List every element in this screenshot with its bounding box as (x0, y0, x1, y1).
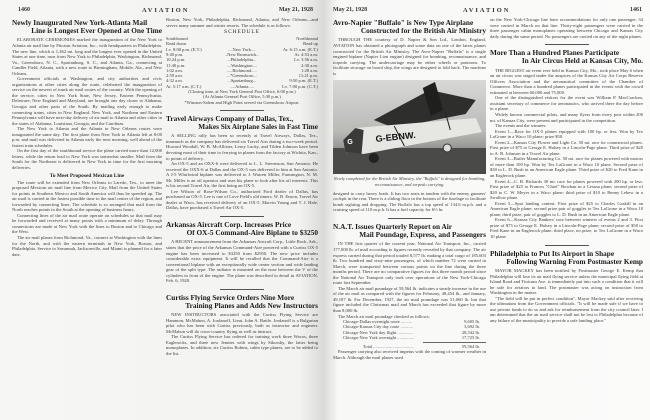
schedule-cell: 11:40 p.m. (166, 62, 186, 68)
article-paragraph: An OX-5 and an OXX-6 were delivered to L. L. Stevenson, San Antonio. He received the OXX-6 at Dallas and the OX-5 was delivered to him at San Antonio. A J-5 Whirlwind biplane was delivered to J. Warren Miller, Farmington, N. M. Mr. Miller is an oil operator and uses his plane to look after his oil interests. This is his second Travel Air, the first being an OX-5. (166, 161, 318, 189)
aircraft-registration: G-EBNW. (374, 130, 417, 145)
article-paragraph: IN THE first quarter of the current year, National Air Transport, Inc., carried 177,000 lb. of mail according to figures recently revealed by that company. The air express carried during that period totaled 8,577 lb. making a total cargo of 185,603 lb. Two hundred and sixty-nine passengers, of which number 72 were carried in March, were transported between various points on the line during the three months period. There are no comparative figures for this three month period since the National Air Transport only took over operations of the New York-Chicago route last September. (333, 241, 486, 286)
schedule-note: (Closing time, at New York General Post Office, 6:00 p.m.) (188, 89, 296, 95)
article-paragraph: THE BIGGEST air event ever held in Kansas City, Mo., took place May 6 when an air circus was staged under the auspices of the Kansas City Air Corps Reserve Officers Association and the aeronautical committee of the Chamber of Commerce. More than a hundred planes participated in the events with the crowd estimated at between 60,000 and 75,000. (490, 67, 643, 95)
schedule-note: *Winston-Salem and High Point served via Greensboro Airport. (184, 99, 300, 105)
schedule-cell: ...*Greensboro... (226, 73, 257, 79)
schedule-cell: Read down (166, 41, 187, 47)
photo-caption: Newly completed for the British Air Ministry, the "Buffalo" is designed for bombing, reconnaissance, and torpedo carrying. (333, 176, 486, 187)
poundage-row (333, 335, 486, 340)
schedule-cell: .....Richmond..... (226, 67, 257, 73)
schedule-cell: Northbound (296, 36, 318, 42)
article-paragraph: Event 3—Butler Manufacturing Co. 50 mi. race for planes powered with motors of more than 100 hp. Won by Tex LaGrone in a Waco 10 plane. Second prize of $30 to L. D. Bush in an American Eagle plane. Third prize of $20 to Fred Kane in an Eaglerock plane. (490, 156, 643, 178)
schedule-cell: Lv. 7:00 p.m. (C.T.) (282, 83, 318, 89)
article-paragraph: The air mail planes from Richmond, Va., connect at Washington with the lines for the North, and with the eastern terminals in New York, Boston, and Philadelphia. Service to Savannah, Jacksonville, and Miami is planned for a later date. (12, 235, 162, 257)
photo-marking: G (347, 139, 353, 147)
schedule-cell: 9:50 p.m. (E.T.) (289, 78, 318, 84)
schedule-cell: Southbound (166, 36, 188, 42)
article-paragraph: Boston, New York, Philadelphia, Richmond, Atlanta, and New Orleans—and serves many summer and winter resorts. The schedule is as follows: (166, 17, 318, 28)
article-paragraph: A RECENT announcement from the Arkansas Aircraft Corp., Little Rock, Ark., states that the price of the Arkansas Command-Aire powered with a Curtiss OX-5 engine has been increased to $3250 from $2950. The new price includes considerable extra equipment. It will be recalled that the Command-Aire is a conventional biplane with an exceptionally wide center section and wide landing gear of the split type. The radiator is mounted on the nose between the V of the cylinders in front of the engine. The plane was described in detail in AVIATION, Feb. 6, 1928. (166, 239, 318, 284)
schedule-cell: ....New York.... (228, 46, 256, 52)
article-paragraph: On the first day of the southbound service the plane carried more than 12,000 letters, while the return load to New York was somewhat smaller. Mail from the South for the Northeast is delivered in New York in time for the first morning deliveries. (12, 148, 162, 170)
article-headline (166, 115, 318, 131)
article-paragraph: Connecting lines of the air mail route operate on schedules so that mail may be forwarded and received at many points with a minimum of delay. Through connections are made at New York with the lines to Boston and to Chicago and the West. (12, 212, 162, 235)
article-paragraph: The New York to Atlanta and the Atlanta to New Orleans routes were inaugurated the same day. The first plane from New York to Atlanta left at 8:00 p.m. and mail was delivered in Atlanta early the next morning, well ahead of the fastest train schedules. (12, 126, 162, 148)
roundel (443, 144, 451, 152)
article-divider (545, 245, 589, 246)
headline-line: N.A.T. Issues Quarterly Report on Air (333, 222, 453, 232)
article-paragraph: MAYOR MACKEY has been notified by Postmaster George E. Kemp that Philadelphia will lose its air mail flying service unless the municipal flying field at Island Road and Tinicum Ave. is immediately put into such a condition that it will be safe for aviators to land. The postmaster was acting on instruction from Washington in the matter. (490, 267, 643, 296)
article-paragraph: Lee Wilson of Rose-Wilson Co., authorized Ford dealer of Dallas, has purchased an OX-5. Lee is one of Love Field's old timers. W. B. Enson, Travel Air dealer at Waco, has received delivery of an OX-5. Marvin Young and T. J. Hale, Dallas, have purchased a Travel Air OX-5. (166, 188, 318, 211)
article-paragraph: The March air mail poundage of 59,564 lb. indicates a steady increase in the use of the air mail as compared with the figures for February, 48,454 lb., and January, 49,187 lb. For December, 1927, the air mail poundage was 51,060 lb. but that figure included the Christmas mail and March has exceeded that figure by more than 8,000 lb. (333, 285, 486, 313)
running-head-date: May 21, 1928 (333, 7, 368, 13)
schedule-cell: 2:30 a.m. (301, 62, 318, 68)
schedule-cell: ....Washington.... (226, 62, 257, 68)
page-number: 1461 (630, 7, 642, 13)
article-paragraph: The route will be extended from New Orleans to Laredo, Tex., to meet the proposed Mexican air mail line from Mexico City. Mail from the United States for points in Southern Mexico and South America will thus be speeded up. The air mail is carried in the fastest possible time to the mail center of the region, and forwarded by connecting lines. The schedule is so arranged that mail from the North reaches points in the South at the opening of business hours. (12, 179, 162, 213)
schedule-cell: 10:24 p.m. (166, 57, 186, 63)
article-paragraph: Event 2—Kansas City Flower and Light Co. 50 mi. race for commercial planes. First prize of $75 to George E. Halsey in a Lincoln-Page plane. Third prize of $20 to A. B. Johnson in a Travel Air plane. (490, 139, 643, 156)
article-paragraph: ELABORATE CEREMONIES marked the inauguration of the New York to Atlanta air mail line by Pitcairn Aviation, Inc., with headquarters in Philadelphia. The new line, which is 1,262 mi. long and the longest ever opened in the United States at one time, runs from New York to Philadelphia, Washington, Richmond, Va., Greensboro, N. C., Spartanburg, S. C., and Atlanta, Ga., connecting at Candler Field, Atlanta, with a new route to Birmingham, Mobile, Ala., and New Orleans. (12, 37, 162, 76)
headline-line: Curtiss Flying Service Orders Nine More (166, 292, 295, 302)
schedule-cell: 2:59 a.m. (166, 73, 183, 79)
article-paragraph: Passenger carrying also received impetus with the coming of warmer weather in March. Although the mail planes used (333, 349, 486, 360)
poundage-table (333, 319, 486, 349)
right-page (325, 0, 650, 420)
schedule-cell: Ar. 5:17 a.m. (C.T.) (166, 83, 202, 89)
route-poundage: 17,725 lb. (461, 335, 480, 341)
headline-line: Line is Longest Ever Opened at One Time (31, 26, 162, 36)
total-value: 59,564 lb. (461, 343, 480, 349)
route-poundage: 3,692 lb. (464, 324, 480, 330)
article-paragraph: A SELLING rally has been so recently at Travel Airways, Dallas, Tex., inasmuch as the company has delivered six Travel Airs during a two-week period. Howard Woodall, W. B. McAllister, Leroy Lucky, and Tilden Johnson have been devoting most of their time to ferrying in planes from the factory at Wichita, Kan., to points of delivery. (166, 133, 318, 161)
article-paragraph: "The field will be put in perfect condition", Mayor Mackey said after receiving the ultimatum from the Government officials. "It will be made safe if we have to use private funds to do so and ask for reimbursement from the city council later. I am determined that the air mail service shall not be lost to Philadelphia because of any failure of the municipality to provide a safe landing place." (490, 295, 643, 323)
article-paragraph: One of the distinguished visitors for the event was William P. MacCracken, assistant secretary of commerce for aeronautics, who arrived there the day before in a plane. (490, 95, 643, 112)
schedule-table (166, 36, 318, 89)
headline-line: Training Planes and Adds New Instructors (185, 301, 318, 310)
running-head-title: AVIATION (142, 7, 190, 14)
headline-line: Arkansas Aircraft Corp. Increases Price (166, 220, 292, 230)
headline-line: Newly Inaugurated New York-Atlanta Mail (12, 18, 148, 27)
schedule-cell: 9:40 p.m. (166, 51, 184, 57)
landing-wheel (369, 153, 379, 163)
article-paragraph: The Curtiss Flying Service has ordered for training work three Wacos, three Eaglerocks, and three new Jennies with wings by Sikorsky, the latter being monoplanes. In addition, six Curtiss Robins, cabin type planes, are to be added to the list. (166, 334, 318, 357)
headline-line: Makes Six Airplane Sales in Fast Time (198, 122, 318, 132)
route-label: Chicago-Kansas City day route ........... (343, 324, 413, 330)
headline-line: Mail Poundage, Express, and Passengers (359, 230, 486, 240)
article-paragraph: NEW INSTRUCTORS associated with the Curtiss Flying Service are Hammon, McMahon, A. Jordanoff, Lieut. John A. Battle. Jordanoff is a Bulgarian pilot who has been with Curtiss previously, both as instructor and engineer. McMahon will do cross-country flying as well as instruct. (166, 312, 318, 334)
schedule-cell: 11:21 p.m. (298, 73, 318, 79)
route-label: Chicago-New York day flight .............. (343, 329, 414, 335)
article-divider (545, 44, 589, 45)
page-number: 1460 (18, 7, 30, 13)
article-paragraph: The events and the winners: (495, 123, 547, 129)
right-page-column-1 (333, 17, 486, 419)
route-poundage: 9,605 lb. (464, 319, 480, 325)
section-subheading: To Meet Proposed Mexican Line (49, 172, 125, 179)
schedule-title: SCHEDULE (224, 29, 260, 36)
schedule-cell: 4:32 a.m. (166, 78, 183, 84)
schedule-cell: Lv. 3:56 a.m. (294, 57, 318, 63)
headline-line: Philadelphia to Put Its Airport in Shape (490, 248, 615, 258)
right-page-column-2 (490, 17, 643, 419)
article-paragraph: on the New York-Chicago line have accommodations for only one passenger, 34 were carried in March on that line. Thirty-eight passengers were carried in the three passenger cabin monoplanes operating between Chicago and Kansas City daily during the same period. No passengers are carried on any of the night planes. (490, 17, 643, 39)
schedule-note: (At Atlanta General Post Office, 5:30 p.m.) (203, 94, 281, 100)
running-head-date: May 21, 1928 (278, 7, 313, 13)
schedule-cell: Ar. 4:53 a.m. (294, 51, 318, 57)
headline-line: Avro-Napier "Buffalo" is New Type Airplane (333, 18, 474, 27)
left-page-column-1 (12, 17, 162, 419)
schedule-cell: 1:02 a.m. (166, 67, 183, 73)
article-headline (333, 19, 486, 35)
route-label: Chicago-Dallas overnight route .......... (343, 319, 413, 325)
route-poundage: 28,542 lb. (461, 329, 480, 335)
schedule-cell: .....Atlanta..... (229, 83, 255, 89)
article-paragraph: Event 1—Race for OX-5 planes equipped with 100 hp. or less. Won by Tex LaGrone in a Waco 10 plane; prize $50. (490, 128, 643, 140)
headline-line: Travel Airways Company of Dallas, Tex., (166, 113, 294, 123)
schedule-cell: Lv. 8:00 p.m. (E.T.) (166, 46, 202, 52)
article-headline (12, 19, 162, 35)
article-divider (388, 218, 432, 219)
schedule-cell: ..New Brunswick.. (224, 51, 259, 57)
article-paragraph: Government officials at Washington, and city authorities and civic organizations at other cities along the route, celebrated the inauguration of service on the newest of trunk air mail routes of the country. With the opening of the service, cities in New York State, New Jersey, Eastern Pennsylvania, Delaware, New England and Maryland, are brought one day closer to Alabama, Georgia and other parts of the South. By mailing early enough to make connecting trains, cities in New England, New York, and Northern and Eastern Pennsylvania will have next-day delivery of air mail to Atlanta and other cities in the states of Alabama, Louisiana, Georgia, and the Carolinas. (12, 76, 162, 126)
total-label: Total .................................... (363, 343, 414, 349)
schedule-cell: Ar. 6:15 a.m. (E.T.) (282, 46, 318, 52)
running-head-title: AVIATION (463, 7, 511, 14)
article-headline (166, 294, 318, 310)
headline-line: More Than a Hundred Planes Participate (490, 48, 620, 58)
buffalo-airplane-photo (333, 80, 486, 174)
article-paragraph: Event 5—Spot landing contest. First prize of $25 to Charles Gaskill in an American Eagle plane; second prize pair of goggles to Tex LaGrone in a Waco 10 plane; third prize, pair of goggles to L. D. Bush in an American Eagle plane. (490, 200, 643, 217)
article-paragraph: Widely known commercial pilots, and many flyers from every post within 200 mi. of Kansas City, were present and participated in the competition. (490, 111, 643, 123)
article-divider (220, 110, 264, 111)
article-paragraph: THROUGH THE courtesy of D. Napier & Son Ltd., London, England, AVIATION has obtained a photograph and some data on one of the latest planes constructed for the British Air Ministry. The Avro-Napier "Buffalo" is a single engined biplane (Napier Lion engine) designed for bombing, reconnaissance, and torpedo carrying. The undercarriage may be either wheels or pontoons. To facilitate stowage on board ship, the wings are designed to fold back. The machine is (333, 37, 486, 76)
headline-line: Constructed for the British Air Ministry (360, 26, 486, 36)
article-paragraph: The March air mail poundage checked as follows: (338, 313, 430, 319)
schedule-cell: ...Philadelphia... (227, 57, 257, 63)
article-headline (490, 250, 643, 266)
schedule-cell: ...Spartanburg... (227, 78, 257, 84)
headline-line: Of OX-5 Command-Aire Biplane to $3250 (186, 228, 318, 238)
schedule-cell: Read up (303, 41, 318, 47)
article-headline (490, 49, 643, 65)
headline-line: In Air Circus Held at Kansas City, Mo. (521, 56, 643, 66)
article-paragraph: Event 4—C. B. Richards 30 mi. race for planes powered with 200 hp. or less. First prize of $25 to Frances "Chief" Bowhan in a Cessna plane; second prize of $20 to C. W. Meyer in a Waco plane; third prize of $10 to Benny Lehew in a Swallow plane. (490, 178, 643, 201)
article-divider (220, 289, 264, 290)
article-paragraph: Event 6—Kansas City Bankers' race between winners of events 2 and 3. First prize of $75 to George E. Halsey in a Lincoln-Page plane; second prize of $50 to Fred Kane in an Eaglerock plane; third place, no prize, to Tex LaGrone in a Waco 10 plane. (490, 217, 643, 239)
schedule-cell: 1:28 a.m. (301, 67, 318, 73)
article-headline (333, 223, 486, 239)
route-label: Chicago-New York overnight ............... (343, 335, 415, 341)
article-divider (220, 216, 264, 217)
article-headline (166, 221, 318, 237)
article-paragraph: designed to carry heavy loads. It has two seats in tandem with the enemy gunners' cockpit in the rear. There is a sliding floor in the bottom of the fuselage to facilitate bomb sighting and dropping. The Buffalo has a top speed of 134.6 m.p.h. and a cruising speed of 110 m.p.h. It has a fuel capacity for 6½ hr. (333, 190, 486, 213)
headline-line: Following Warning From Postmaster Kemp (506, 256, 643, 266)
left-page-column-2 (166, 17, 318, 419)
